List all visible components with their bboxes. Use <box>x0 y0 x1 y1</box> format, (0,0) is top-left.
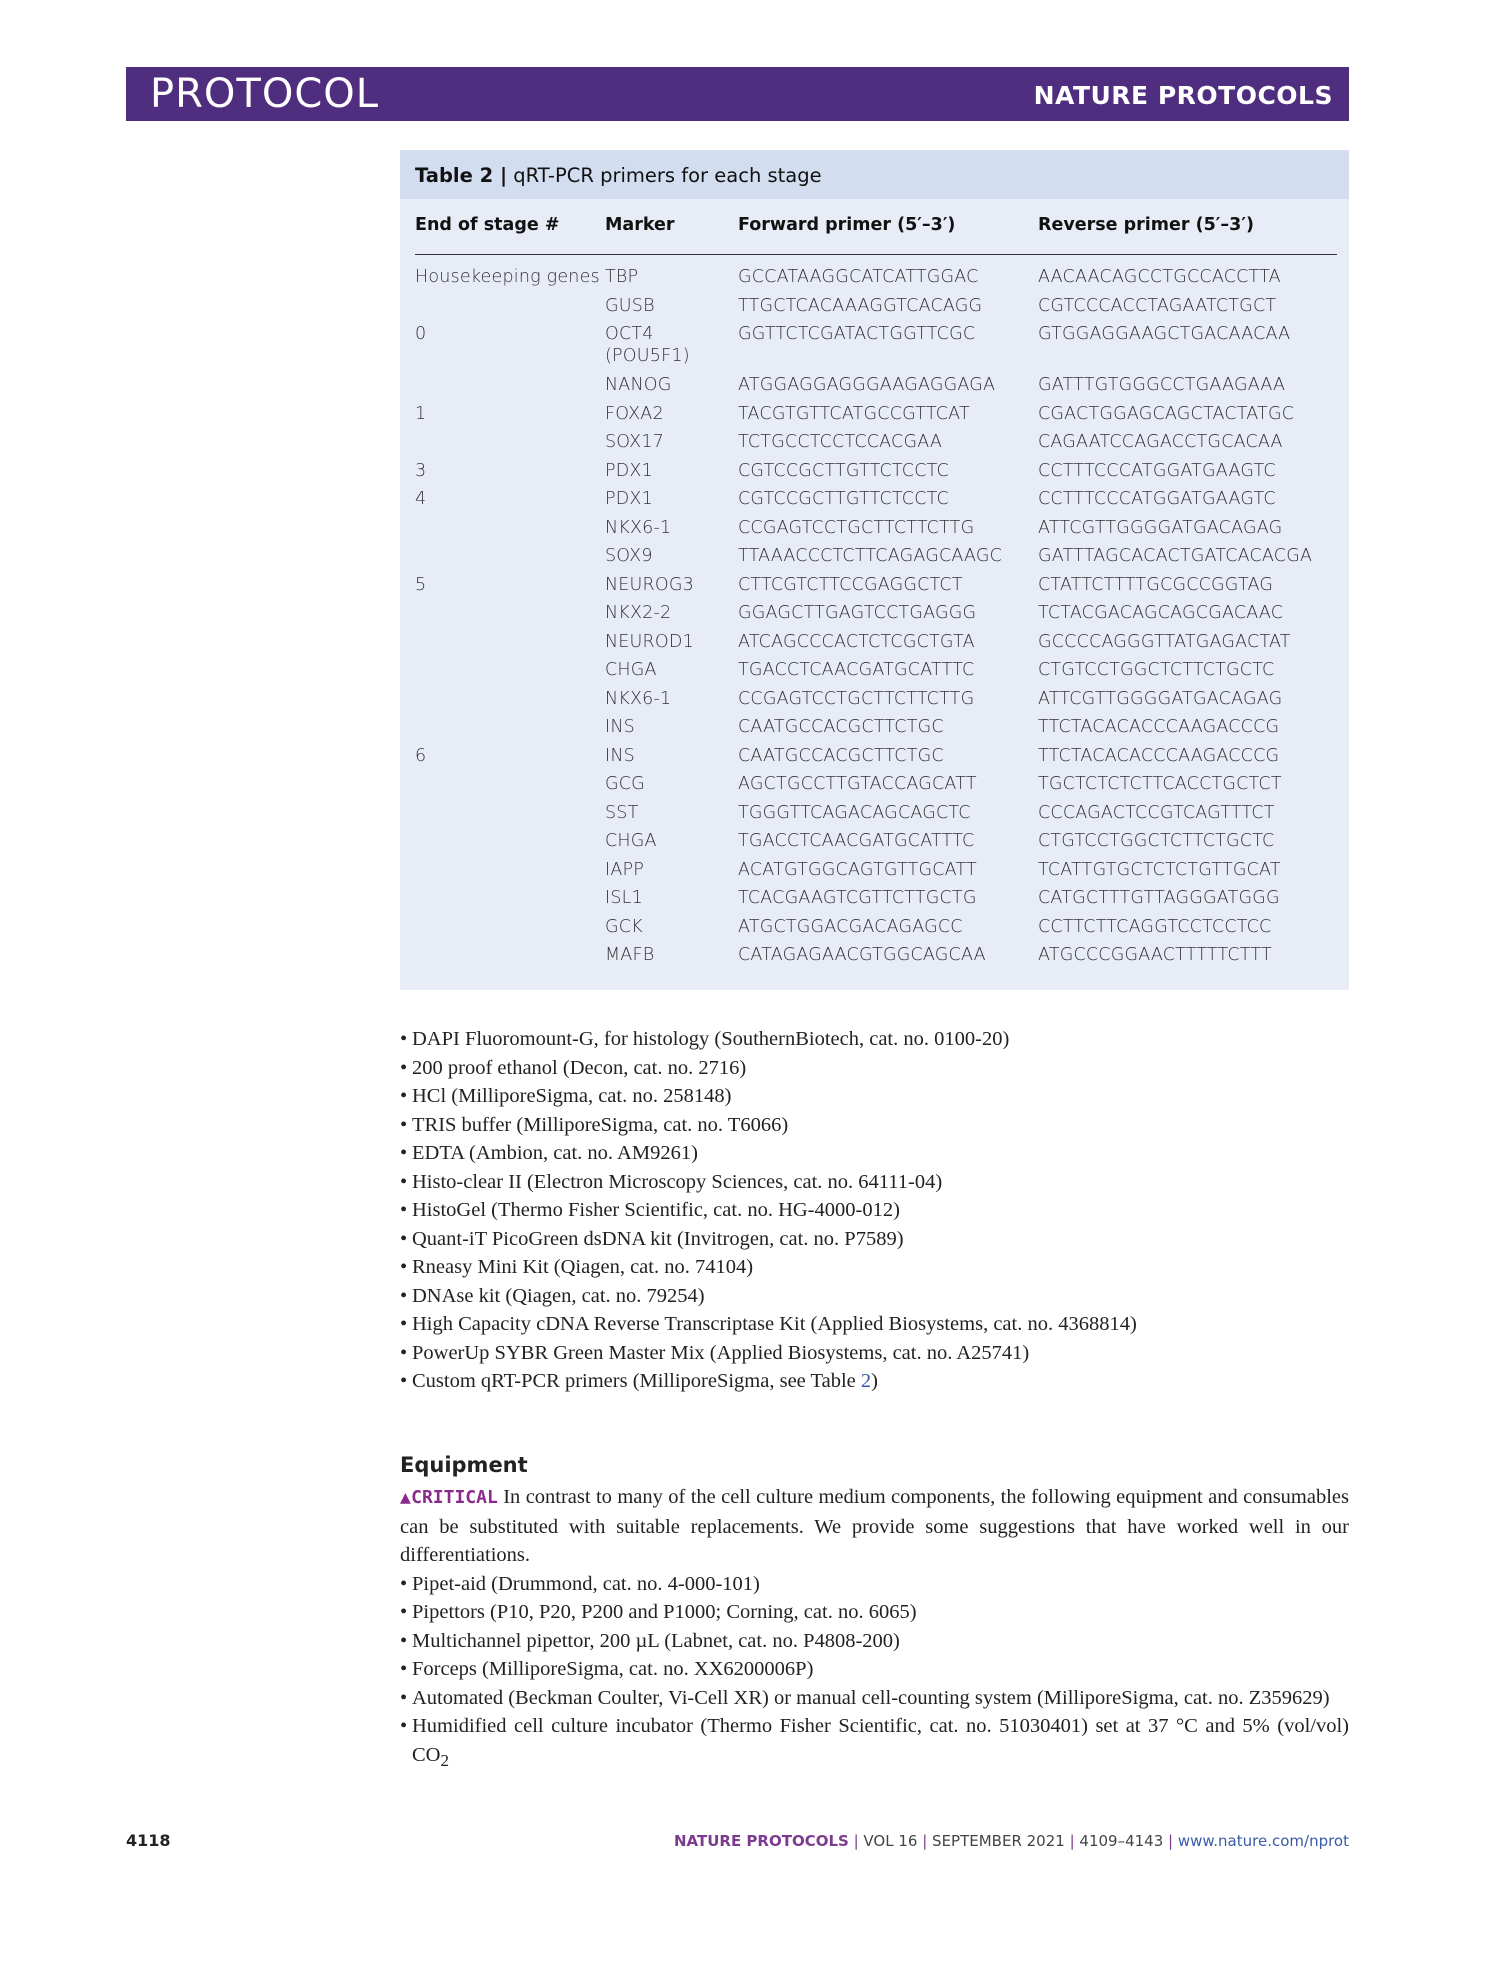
table-cell: TCACGAAGTCGTTCTTGCTG <box>738 888 977 908</box>
table-cell: ATCAGCCCACTCTCGCTGTA <box>738 631 975 652</box>
table-cell: GGAGCTTGAGTCCTGAGGG <box>738 603 977 623</box>
table-cell: GATTTGTGGGCCTGAAGAAA <box>1038 375 1286 395</box>
table-row <box>415 659 1349 688</box>
list-item-tail: ) <box>871 1370 878 1392</box>
table-cell: TBP <box>605 267 639 287</box>
table-cell: SOX9 <box>605 546 653 566</box>
table-row <box>415 374 1349 403</box>
table-cell: ATTCGTTGGGGATGACAGAG <box>1038 517 1283 538</box>
primer-table <box>400 150 1349 990</box>
table-row <box>415 602 1349 631</box>
table-row <box>415 323 1349 374</box>
table-cell: CAGAATCCAGACCTGCACAA <box>1038 432 1283 452</box>
table-row <box>415 773 1349 802</box>
table-cell: GCK <box>605 916 643 937</box>
table-cell: TTGCTCACAAAGGTCACAGG <box>738 295 983 316</box>
list-item-text: Humidified cell culture incubator (Thermo Fisher Scientific, cat. no. 51030401) set at 37 °C and 5% (vol/vol) CO <box>412 1715 1349 1766</box>
footer-pages: 4109–4143 <box>1079 1832 1164 1850</box>
list-item: • Multichannel pipettor, 200 µL (Labnet, cat. no. P4808-200) <box>400 1627 1349 1656</box>
list-item: • Pipet-aid (Drummond, cat. no. 4-000-101) <box>400 1570 1349 1599</box>
table-row <box>415 631 1349 660</box>
list-item <box>400 1367 1350 1396</box>
table-row <box>415 574 1349 603</box>
table-caption <box>400 150 1349 199</box>
table-cell: 1 <box>415 403 427 424</box>
equipment-heading: Equipment <box>400 1453 528 1477</box>
page-number: 4118 <box>126 1831 171 1850</box>
table-cell: CGTCCGCTTGTTCTCCTC <box>738 489 949 509</box>
table-cell: CAATGCCACGCTTCTGC <box>738 717 944 737</box>
critical-text: In contrast to many of the cell culture medium components, the following equipment and consumables can be substituted with suitable replacements. We provide some suggestions that have worked well in our differentiations. <box>400 1486 1349 1566</box>
table-row <box>415 688 1349 717</box>
table-cell: AGCTGCCTTGTACCAGCATT <box>738 774 977 794</box>
table-cell: TTAAACCCTCTTCAGAGCAAGC <box>738 546 1003 566</box>
table-row <box>415 431 1349 460</box>
table-row <box>415 460 1349 489</box>
table-cell: IAPP <box>605 859 645 880</box>
table-cell: TGCTCTCTCTTCACCTGCTCT <box>1038 774 1282 794</box>
table-row <box>415 916 1349 945</box>
table-cell: CCTTTCCCATGGATGAAGTC <box>1038 460 1276 481</box>
table-cell: INS <box>605 717 635 737</box>
table-row <box>415 830 1349 859</box>
table-cell: CTATTCTTTTGCGCCGGTAG <box>1038 574 1274 595</box>
table-row <box>415 802 1349 831</box>
table-row <box>415 716 1349 745</box>
table-cell: CHGA <box>605 660 657 680</box>
table-cell: GTGGAGGAAGCTGACAACAA <box>1038 324 1291 344</box>
table-cell: FOXA2 <box>605 403 664 424</box>
list-item: • DAPI Fluoromount-G, for histology (SouthernBiotech, cat. no. 0100-20) <box>400 1025 1350 1054</box>
list-item: • 200 proof ethanol (Decon, cat. no. 2716) <box>400 1054 1350 1083</box>
reagent-list <box>400 1025 1350 1396</box>
table-cell: AACAACAGCCTGCCACCTTA <box>1038 267 1281 287</box>
list-item: • DNAse kit (Qiagen, cat. no. 79254) <box>400 1282 1350 1311</box>
table-cell: PDX1 <box>605 489 653 509</box>
table-cell: TTCTACACACCCAAGACCCG <box>1038 717 1280 737</box>
table-row <box>415 517 1349 546</box>
table-cell: PDX1 <box>605 460 653 481</box>
table-row <box>415 545 1349 574</box>
table-cell: GCCATAAGGCATCATTGGAC <box>738 267 979 287</box>
table-cell: GATTTAGCACACTGATCACACGA <box>1038 546 1313 566</box>
table-cell: GUSB <box>605 295 655 316</box>
table-cell: SST <box>605 802 639 823</box>
table-cell: CGACTGGAGCAGCTACTATGC <box>1038 403 1295 424</box>
table-cell: CCCAGACTCCGTCAGTTTCT <box>1038 802 1275 823</box>
table-cell: TACGTGTTCATGCCGTTCAT <box>738 403 970 424</box>
table-cell: NKX6-1 <box>605 688 672 709</box>
column-header: End of stage # <box>415 215 560 235</box>
subscript: 2 <box>440 1750 450 1770</box>
table-cell: TGACCTCAACGATGCATTTC <box>738 831 975 851</box>
table-cell: TGGGTTCAGACAGCAGCTC <box>738 802 971 823</box>
table-cell: MAFB <box>605 945 655 965</box>
table-cell: SOX17 <box>605 432 665 452</box>
table-caption-text: qRT-PCR primers for each stage <box>513 164 822 187</box>
table-row <box>415 266 1349 295</box>
equipment-section <box>400 1483 1349 1775</box>
list-item: • Pipettors (P10, P20, P200 and P1000; Corning, cat. no. 6065) <box>400 1598 1349 1627</box>
list-item: • Histo-clear II (Electron Microscopy Sciences, cat. no. 64111-04) <box>400 1168 1350 1197</box>
footer-journal: NATURE PROTOCOLS <box>673 1832 849 1850</box>
table-cell: INS <box>605 745 635 766</box>
list-item <box>400 1712 1349 1775</box>
table-row <box>415 745 1349 774</box>
table-cell: 6 <box>415 745 427 766</box>
table-cell: ATTCGTTGGGGATGACAGAG <box>1038 688 1283 709</box>
table-cell: CTGTCCTGGCTCTTCTGCTC <box>1038 660 1275 680</box>
table-cell: CTTCGTCTTCCGAGGCTCT <box>738 574 963 595</box>
list-item: • EDTA (Ambion, cat. no. AM9261) <box>400 1139 1350 1168</box>
header-bar <box>126 67 1349 121</box>
list-item: • Automated (Beckman Coulter, Vi-Cell XR) or manual cell-counting system (MilliporeSigma, cat. no. Z359629) <box>400 1684 1349 1713</box>
footer-citation: NATURE PROTOCOLS | VOL 16 | SEPTEMBER 2021 | 4109–4143 | www.nature.com/nprot <box>673 1832 1349 1850</box>
table-cell: 4 <box>415 489 427 509</box>
table-cell: NKX2-2 <box>605 603 672 623</box>
list-item: • HistoGel (Thermo Fisher Scientific, cat. no. HG-4000-012) <box>400 1196 1350 1225</box>
table-cell: CAATGCCACGCTTCTGC <box>738 745 944 766</box>
list-item-text: Custom qRT-PCR primers (MilliporeSigma, see Table <box>412 1370 861 1392</box>
list-item: • PowerUp SYBR Green Master Mix (Applied Biosystems, cat. no. A25741) <box>400 1339 1350 1368</box>
table-label: Table 2 | <box>415 164 508 187</box>
table-cell: CHGA <box>605 831 657 851</box>
critical-label: ▲CRITICAL <box>400 1487 498 1508</box>
table-cell: CATGCTTTGTTAGGGATGGG <box>1038 888 1280 908</box>
journal-name: NATURE PROTOCOLS <box>1033 81 1333 110</box>
table-body <box>415 255 1349 973</box>
equipment-list <box>400 1570 1349 1713</box>
table-cell: TGACCTCAACGATGCATTTC <box>738 660 975 680</box>
list-item: • High Capacity cDNA Reverse Transcriptase Kit (Applied Biosystems, cat. no. 4368814) <box>400 1310 1350 1339</box>
list-item: • Forceps (MilliporeSigma, cat. no. XX6200006P) <box>400 1655 1349 1684</box>
table-cell: TCTGCCTCCTCCACGAA <box>738 432 943 452</box>
list-item: • Rneasy Mini Kit (Qiagen, cat. no. 74104) <box>400 1253 1350 1282</box>
table-row <box>415 887 1349 916</box>
section-label: PROTOCOL <box>150 71 380 117</box>
table-cell: NEUROG3 <box>605 574 694 595</box>
table-cell: TCTACGACAGCAGCGACAAC <box>1038 603 1284 623</box>
table-cell: CTGTCCTGGCTCTTCTGCTC <box>1038 831 1275 851</box>
table-cell: NANOG <box>605 375 672 395</box>
footer-date: SEPTEMBER 2021 <box>932 1832 1065 1850</box>
table-cell: CGTCCGCTTGTTCTCCTC <box>738 460 949 481</box>
table-cell: CCGAGTCCTGCTTCTTCTTG <box>738 688 975 709</box>
table-cell: 5 <box>415 574 427 595</box>
table-cell: CCTTCTTCAGGTCCTCCTCC <box>1038 916 1272 937</box>
table-cell: ATGCTGGACGACAGAGCC <box>738 916 963 937</box>
table-link[interactable]: 2 <box>860 1370 872 1392</box>
table-cell: CGTCCCACCTAGAATCTGCT <box>1038 295 1277 316</box>
table-cell: 3 <box>415 460 427 481</box>
table-cell: ATGGAGGAGGGAAGAGGAGA <box>738 375 996 395</box>
table-row <box>415 403 1349 432</box>
table-cell: OCT4 (POU5F1) <box>605 324 690 366</box>
column-header: Reverse primer (5′–3′) <box>1038 215 1254 235</box>
table-cell: ATGCCCGGAACTTTTTCTTT <box>1038 945 1272 965</box>
table-header <box>415 199 1337 255</box>
table-cell: GCG <box>605 774 645 794</box>
list-item: • Quant-iT PicoGreen dsDNA kit (Invitrogen, cat. no. P7589) <box>400 1225 1350 1254</box>
table-row <box>415 859 1349 888</box>
table-cell: TTCTACACACCCAAGACCCG <box>1038 745 1280 766</box>
column-header: Forward primer (5′–3′) <box>738 215 956 235</box>
footer-volume: VOL 16 <box>863 1832 918 1850</box>
table-row <box>415 488 1349 517</box>
table-cell: CATAGAGAACGTGGCAGCAA <box>738 945 986 965</box>
footer-url[interactable]: www.nature.com/nprot <box>1177 1832 1349 1850</box>
table-cell: GCCCCAGGGTTATGAGACTAT <box>1038 631 1291 652</box>
table-cell: NKX6-1 <box>605 517 672 538</box>
table-cell: ACATGTGGCAGTGTTGCATT <box>738 859 977 880</box>
table-cell: ISL1 <box>605 888 643 908</box>
table-cell: GGTTCTCGATACTGGTTCGC <box>738 324 976 344</box>
table-cell: NEUROD1 <box>605 631 694 652</box>
table-cell: 0 <box>415 324 427 344</box>
list-item: • TRIS buffer (MilliporeSigma, cat. no. T6066) <box>400 1111 1350 1140</box>
critical-note <box>400 1483 1349 1570</box>
list-item: • HCl (MilliporeSigma, cat. no. 258148) <box>400 1082 1350 1111</box>
table-cell: CCTTTCCCATGGATGAAGTC <box>1038 489 1276 509</box>
table-cell: TCATTGTGCTCTCTGTTGCAT <box>1038 859 1281 880</box>
table-row <box>415 944 1349 973</box>
column-header: Marker <box>605 215 675 235</box>
table-cell: Housekeeping genes <box>415 267 600 287</box>
table-row <box>415 295 1349 324</box>
table-cell: CCGAGTCCTGCTTCTTCTTG <box>738 517 975 538</box>
